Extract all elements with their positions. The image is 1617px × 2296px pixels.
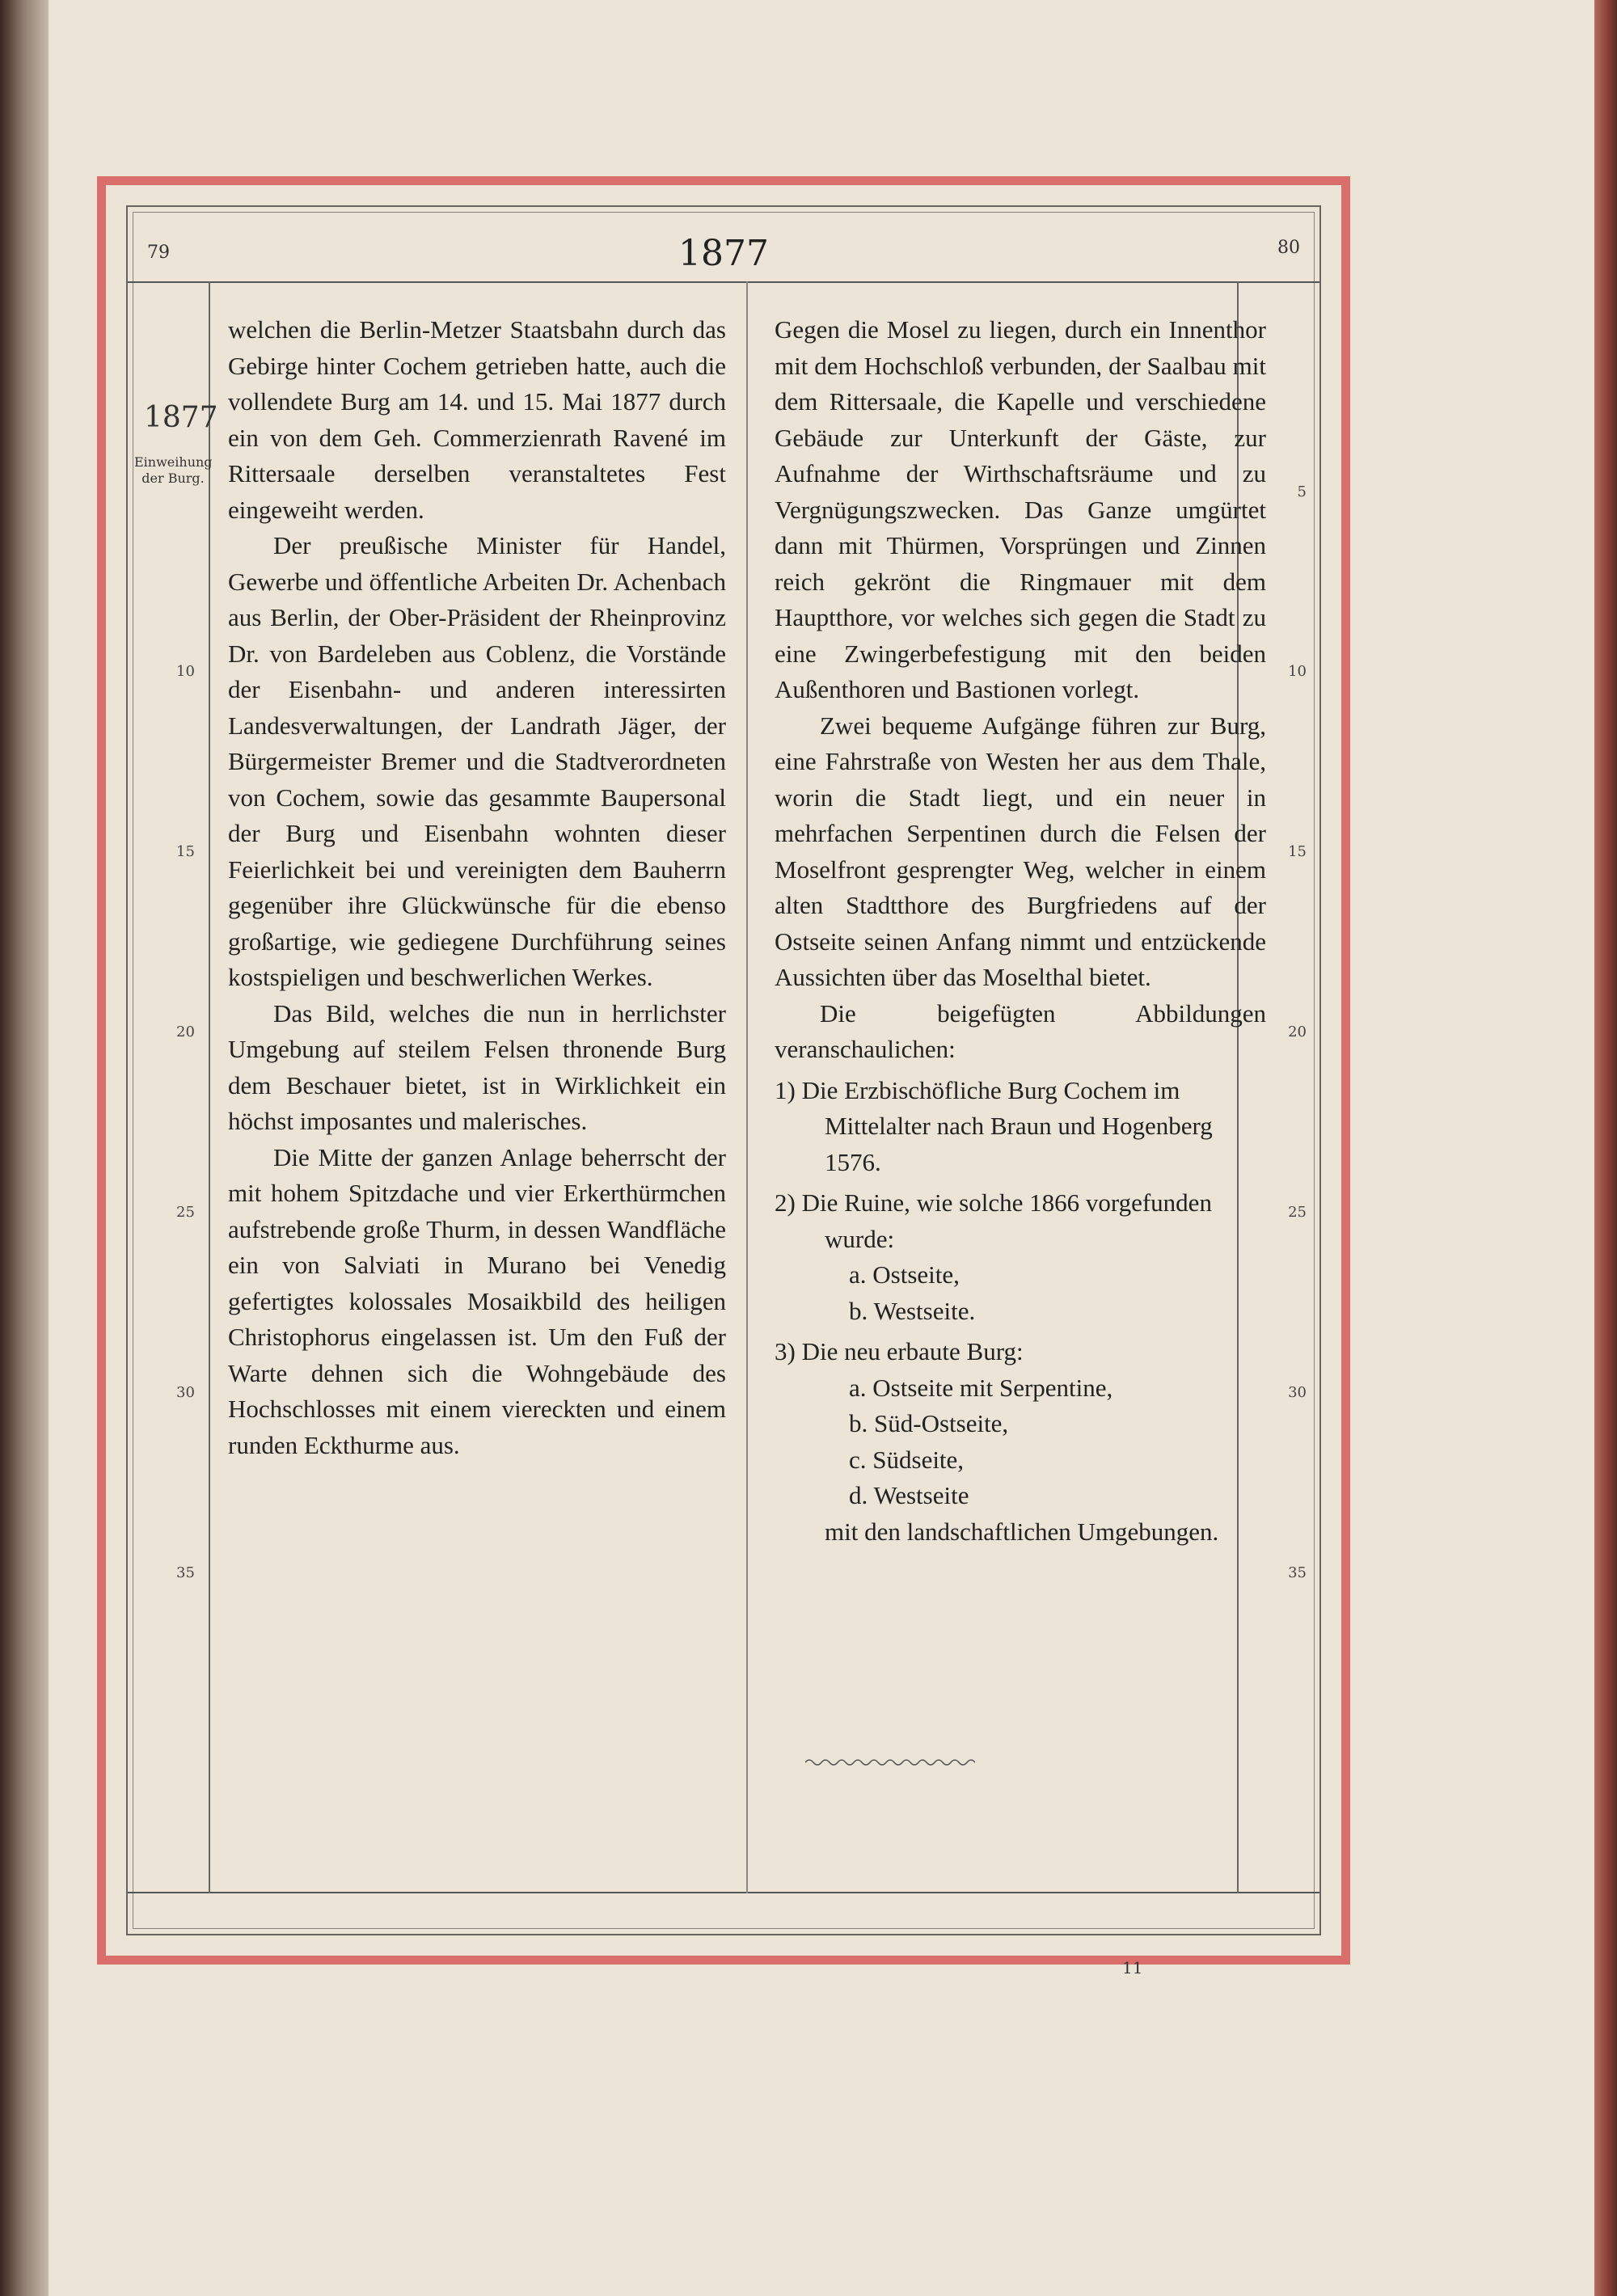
list-subitem: a. Ostseite mit Serpentine, <box>849 1373 1113 1402</box>
wavy-ornament <box>805 1755 975 1770</box>
line-number: 35 <box>1288 1564 1307 1581</box>
left-text-column <box>228 312 726 1463</box>
paragraph: Gegen die Mosel zu liegen, durch ein Innenthor mit dem Hochschloß verbunden, der Saalbau mit dem Rittersaale, die Kapelle und verschiedene Gebäude zur Unterkunft der Gäste, zur Aufnahme der Wirthschaftsräume und zu Vergnügungszwecken. Das Ganze umgürtet dann mit Thürmen, Vorsprüngen und Zinnen reich gekrönt die Ringmauer mit dem Hauptthore, vor welches sich gegen die Stadt zu eine Zwingerbefestigung mit den beiden Außenthoren und Bastionen vorlegt. <box>775 315 1266 703</box>
book-binding-edge <box>1594 0 1617 2296</box>
inner-text-frame <box>126 205 1321 1977</box>
list-subitem: a. Ostseite, <box>849 1260 960 1289</box>
line-number: 30 <box>176 1384 195 1401</box>
header-rule <box>128 281 1319 283</box>
list-subitem: b. Westseite. <box>849 1296 976 1325</box>
running-head-year: 1877 <box>678 233 769 274</box>
margin-note: Einweihung der Burg. <box>134 454 213 486</box>
line-number: 5 <box>1297 483 1307 500</box>
list-item: 2) Die Ruine, wie solche 1866 vorgefunden wurde: <box>775 1188 1212 1253</box>
list-subitem: d. Westseite <box>849 1481 969 1509</box>
line-number: 20 <box>176 1023 195 1040</box>
column-divider <box>746 281 748 1893</box>
paragraph: Die Mitte der ganzen Anlage beherrscht der mit hohem Spitzdache und vier Erkerthürmchen aufstrebende große Thurm, in dessen Wandfläche ein von Salviati in Murano bei Venedig gefertigtes kolossales Mosaikbild des heiligen Christophorus eingelassen ist. Um den Fuß der Warte dehnen sich die Wohngebäude des Hochschlosses mit einem viereckten und einem runden Eckthurme aus. <box>228 1142 726 1459</box>
line-number: 15 <box>176 843 195 860</box>
red-page-frame <box>97 176 1350 1977</box>
right-text-column <box>775 312 1266 1550</box>
line-number: 30 <box>1288 1384 1307 1401</box>
line-number: 25 <box>176 1204 195 1221</box>
page-number-left: 79 <box>147 243 170 263</box>
list-subitem: b. Süd-Ostseite, <box>849 1409 1009 1437</box>
paragraph: Die beigefügten Abbildungen veranschaulichen: <box>775 998 1266 1063</box>
illustration-list <box>775 1073 1266 1551</box>
margin-year: 1877 <box>144 401 218 434</box>
line-number: 20 <box>1288 1023 1307 1040</box>
line-number: 25 <box>1288 1204 1307 1221</box>
list-item: 3) Die neu erbaute Burg: <box>775 1337 1024 1365</box>
list-subitem: c. Südseite, <box>849 1445 965 1474</box>
list-item: 1) Die Erzbischöfliche Burg Cochem im Mittelalter nach Braun und Hogenberg 1576. <box>775 1075 1213 1176</box>
page-number-right: 80 <box>1277 238 1300 258</box>
paragraph: Das Bild, welches die nun in herrlichster Umgebung auf steilem Felsen thronende Burg dem Beschauer bietet, ist in Wirklichkeit ein höchst imposantes und malerisches. <box>228 998 726 1135</box>
line-number: 15 <box>1288 843 1307 860</box>
paragraph: Zwei bequeme Aufgänge führen zur Burg, eine Fahrstraße von Westen her aus dem Thale, worin die Stadt liegt, und ein neuer in mehrfachen Serpentinen durch die Felsen der Moselfront gesprengter Weg, welcher in einem alten Stadtthore des Burgfriedens auf der Ostseite seinen Anfang nimmt und entzückende Aussichten über das Moselthal bietet. <box>775 711 1266 991</box>
left-margin-rule <box>209 281 210 1893</box>
line-number: 35 <box>176 1564 195 1581</box>
paragraph: Der preußische Minister für Handel, Gewerbe und öffentliche Arbeiten Dr. Achenbach aus Berlin, der Ober-Präsident der Rheinprovinz Dr. von Bardeleben aus Coblenz, die Vorstände der Eisenbahn- und anderen interessirten Landesverwaltungen, der Landrath Jäger, der Bürgermeister Bremer und die Stadtverordneten von Cochem, sowie das gesammte Baupersonal der Burg und Eisenbahn wohnten dieser Feierlichkeit bei und vereinigten dem Bauherrn gegenüber ihre Glückwünsche für die ebenso großartige, wie gediegene Durchführung seines kostspieligen und beschwerlichen Werkes. <box>228 531 726 991</box>
line-number: 10 <box>176 663 195 680</box>
sheet-number: 11 <box>1122 1958 1143 1977</box>
footer-rule <box>128 1892 1319 1893</box>
paragraph: welchen die Berlin-Metzer Staatsbahn durch das Gebirge hinter Cochem getrieben hatte, auch die vollendete Burg am 14. und 15. Mai 1877 durch ein von dem Geh. Commerzienrath Ravené im Rittersaale derselben veranstaltetes Fest eingeweiht werden. <box>228 315 726 524</box>
line-number: 10 <box>1288 663 1307 680</box>
list-closing: mit den landschaftlichen Umgebungen. <box>825 1517 1219 1546</box>
